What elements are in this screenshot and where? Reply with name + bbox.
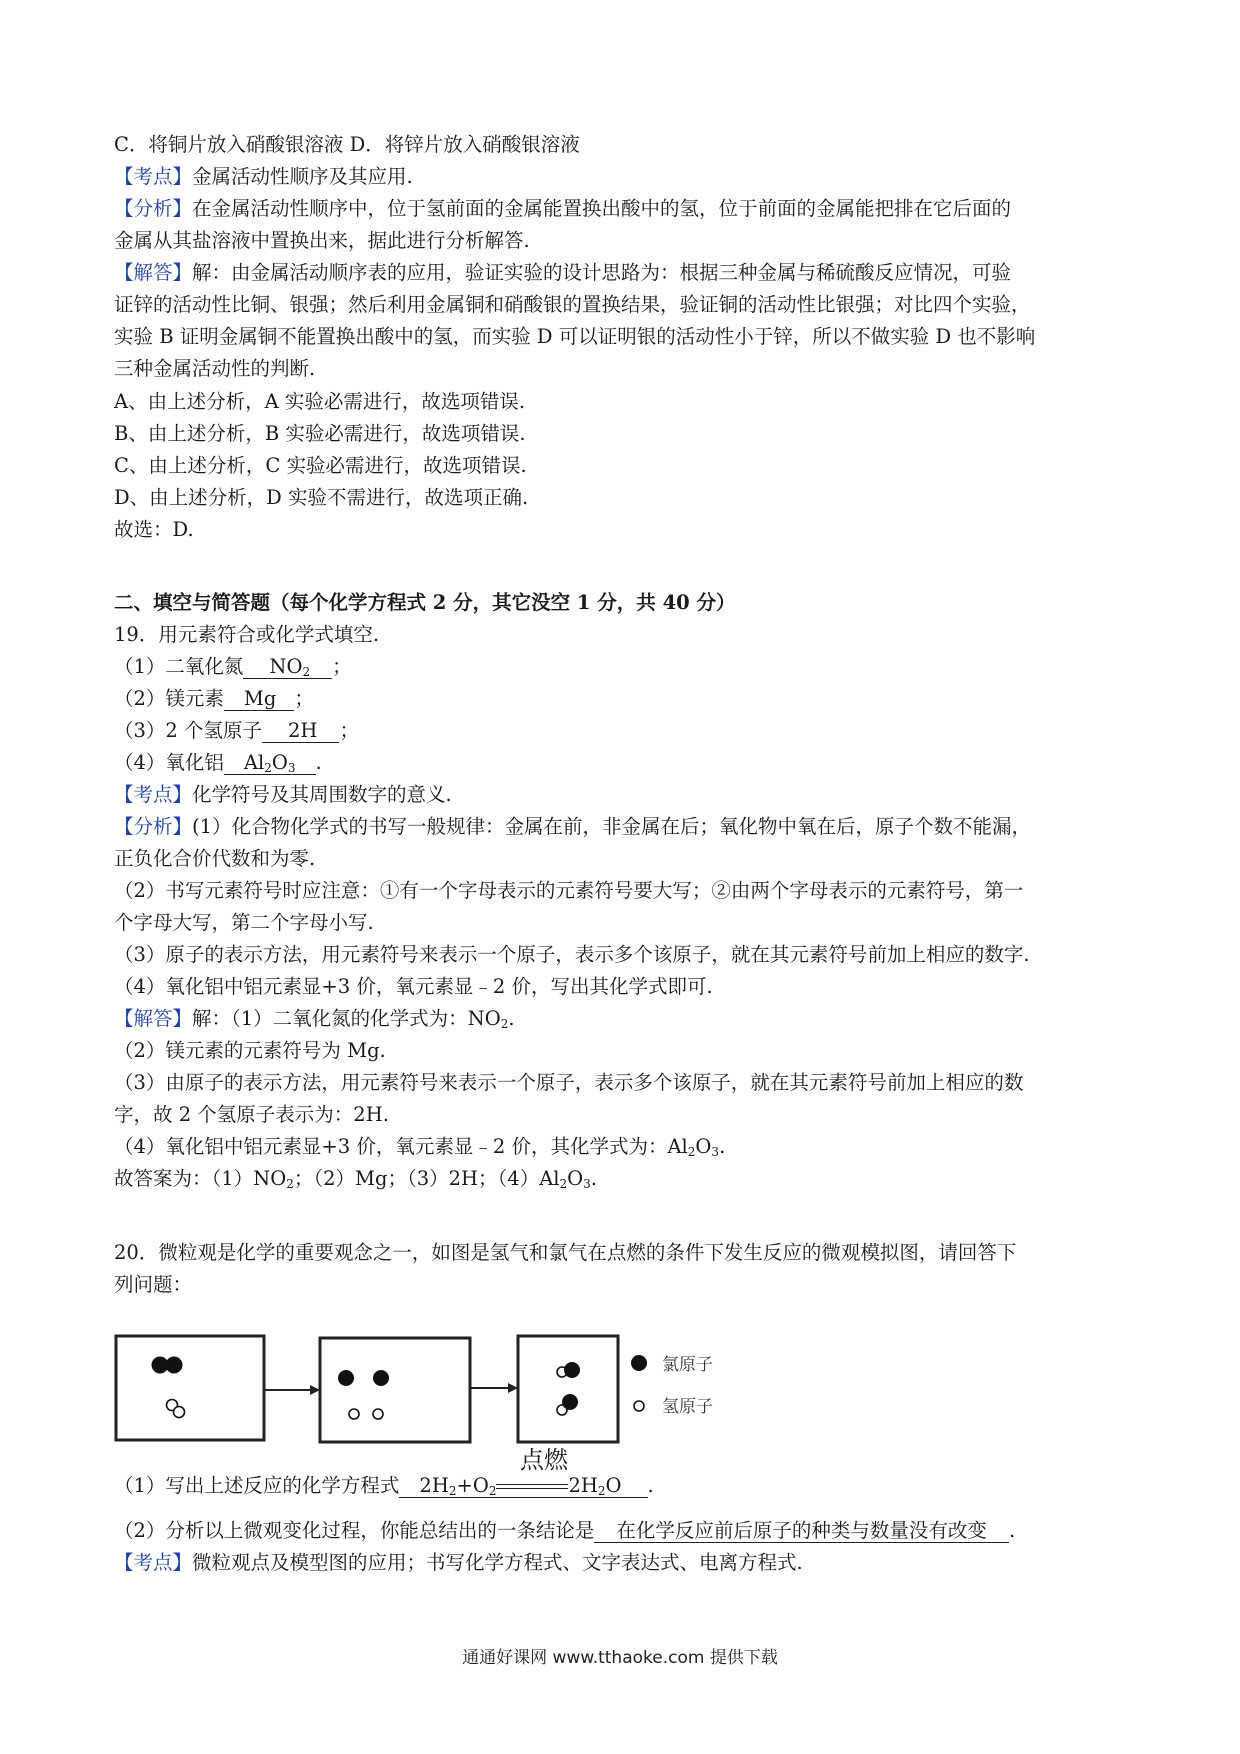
punct: ； — [332, 655, 352, 678]
legend-cl-symbol — [631, 1355, 647, 1371]
subscript: 2 — [559, 1177, 568, 1191]
subscript: 2 — [448, 1484, 457, 1498]
answer-blank — [594, 1520, 1009, 1543]
option-c-line: C、由上述分析，C 实验必需进行，故选项错误. — [114, 454, 527, 477]
cl-atom — [562, 1394, 578, 1410]
kaodian-line — [114, 164, 413, 190]
kaodian-tag: 【考点】 — [114, 165, 193, 188]
legend-h-symbol — [634, 1401, 644, 1411]
answer-text: Mg — [243, 687, 277, 710]
final-text: O — [567, 1167, 584, 1190]
part-label: （2）分析以上微观变化过程，你能总结出的一条结论是 — [114, 1519, 595, 1542]
double-line-top — [496, 1484, 568, 1485]
box-reactants-2 — [320, 1338, 470, 1442]
punct: . — [719, 1135, 726, 1158]
jieda-text: 解：（1）二氧化氮的化学式为：NO — [192, 1007, 501, 1030]
part-label: （1）写出上述反应的化学方程式 — [114, 1474, 400, 1497]
q19-jieda-3: （3）由原子的表示方法，用元素符号来表示一个原子，表示多个该原子，就在其元素符号前加上相应的数 — [114, 1071, 1024, 1094]
q19-jieda-2: （2）镁元素的元素符号为 Mg. — [114, 1039, 386, 1062]
part-label: （4）氧化铝 — [114, 751, 224, 774]
fenxi-text: (1）化合物化学式的书写一般规律：金属在前，非金属在后；氧化物中氧在后，原子个数不能漏， — [192, 815, 1032, 838]
options-line: C．将铜片放入硝酸银溶液 D．将锌片放入硝酸银溶液 — [114, 133, 580, 156]
option-b-line: B、由上述分析，B 实验必需进行，故选项错误. — [114, 422, 526, 445]
part-label: （1）二氧化氮 — [114, 655, 244, 678]
answer-text: O — [271, 751, 288, 774]
subscript: 2 — [302, 665, 311, 679]
cl-atom — [564, 1362, 580, 1378]
h-atom — [349, 1409, 359, 1419]
answer-blank — [224, 752, 316, 775]
answer-text: NO — [269, 655, 303, 678]
kaodian-text: 化学符号及其周围数字的意义. — [192, 783, 452, 806]
jieda-text: O — [695, 1135, 712, 1158]
option-d-line: D、由上述分析，D 实验不需进行，故选项正确. — [114, 486, 529, 509]
jieda-line — [114, 260, 1011, 286]
box-reactants-1 — [116, 1336, 264, 1440]
q19-part3 — [114, 718, 359, 744]
q19-jieda-5 — [114, 1134, 725, 1160]
subscript: 3 — [583, 1177, 591, 1191]
answer-text: Al — [243, 751, 265, 774]
punct: . — [647, 1474, 654, 1497]
subscript: 3 — [287, 761, 296, 775]
q20-stem: 20．微粒观是化学的重要观念之一，如图是氢气和氯气在点燃的条件下发生反应的微观模拟图，请回答下 — [114, 1241, 1017, 1264]
fenxi-line — [114, 196, 1011, 222]
jieda-line-2: 证锌的活动性比铜、银强；然后利用金属铜和硝酸银的置换结果，验证铜的活动性比银强；对比四个实验， — [114, 293, 1031, 316]
punct: . — [1008, 1519, 1016, 1542]
fenxi-line-2: 金属从其盐溶液中置换出来，据此进行分析解答. — [114, 229, 530, 252]
equation-blank — [399, 1475, 647, 1498]
eq-text: 2H — [419, 1474, 449, 1497]
punct: ； — [294, 687, 314, 710]
punct: . — [508, 1007, 515, 1030]
subscript: 2 — [264, 761, 272, 775]
condition-label: 点燃 — [520, 1446, 568, 1474]
jieda-tag: 【解答】 — [114, 261, 193, 284]
reaction-diagram — [114, 1330, 744, 1448]
q19-stem: 19．用元素符合或化学式填空. — [114, 623, 380, 646]
answer-blank — [243, 656, 332, 679]
cl-atom — [338, 1370, 354, 1386]
kaodian-text: 微粒观点及模型图的应用；书写化学方程式、文字表达式、电离方程式. — [192, 1551, 803, 1574]
punct: ； — [339, 719, 359, 742]
eq-text: O — [605, 1474, 622, 1497]
q19-fenxi-2: 正负化合价代数和为零. — [114, 847, 316, 870]
kaodian-tag: 【考点】 — [114, 1551, 193, 1574]
subscript: 2 — [286, 1177, 294, 1191]
q19-part1 — [114, 654, 352, 680]
legend-cl-label: 氯原子 — [662, 1355, 713, 1375]
h-atom — [373, 1409, 383, 1419]
answer-blank — [224, 688, 294, 711]
kaodian-tag: 【考点】 — [114, 783, 193, 806]
punct: . — [315, 751, 322, 774]
jieda-tag: 【解答】 — [114, 1007, 193, 1030]
q19-fenxi-3: （2）书写元素符号时应注意：①有一个字母表示的元素符号要大写；②由两个字母表示的元素符号，第一 — [114, 879, 1024, 902]
part-label: （3）2 个氢原子 — [114, 719, 263, 742]
eq-text: 2H — [568, 1474, 598, 1497]
subscript: 2 — [488, 1484, 497, 1498]
eq-text: +O — [456, 1474, 489, 1497]
jieda-text: （4）氧化铝中铝元素显+3 价，氧元素显﹣2 价，其化学式为：Al — [114, 1135, 688, 1158]
answer-line: 故选：D. — [114, 518, 194, 541]
answer-text: 在化学反应前后原子的种类与数量没有改变 — [616, 1519, 987, 1542]
q20-part2 — [114, 1518, 1015, 1544]
reaction-arrow — [496, 1484, 568, 1489]
q19-fenxi-4: 个字母大写，第二个字母小写. — [114, 911, 374, 934]
jieda-line-3: 实验 B 证明金属铜不能置换出酸中的氢，而实验 D 可以证明银的活动性小于锌，所以不做实验 D 也不影响 — [114, 325, 1036, 348]
answer-text: 2H — [288, 719, 318, 742]
jieda-text: 解：由金属活动顺序表的应用，验证实验的设计思路为：根据三种金属与稀硫酸反应情况，可验 — [192, 261, 1012, 284]
final-text: 故答案为：（1）NO — [114, 1167, 287, 1190]
kaodian-text: 金属活动性顺序及其应用. — [192, 165, 413, 188]
page-footer: 通通好课网 www.tthaoke.com 提供下载 — [462, 1648, 778, 1668]
part-label: （2）镁元素 — [114, 687, 224, 710]
answer-blank — [262, 720, 339, 743]
fenxi-tag: 【分析】 — [114, 197, 193, 220]
q19-fenxi-5: （3）原子的表示方法，用元素符号来表示一个原子，表示多个该原子，就在其元素符号前加上相应的数字. — [114, 943, 1030, 966]
box-products — [518, 1336, 618, 1442]
cl-atom — [373, 1370, 389, 1386]
legend-h-label: 氢原子 — [662, 1397, 713, 1417]
h-atom — [174, 1407, 185, 1418]
q19-fenxi-6: （4）氧化铝中铝元素显+3 价，氧元素显﹣2 价，写出其化学式即可. — [114, 975, 713, 998]
subscript: 2 — [500, 1017, 509, 1031]
q19-part4 — [114, 750, 322, 776]
final-text: ；（2）Mg；（3）2H；（4）Al — [293, 1167, 560, 1190]
q20-kaodian — [114, 1550, 803, 1576]
cl-atom — [166, 1357, 183, 1374]
option-a-line: A、由上述分析，A 实验必需进行，故选项错误. — [114, 390, 526, 413]
q20-stem-2: 列问题： — [114, 1273, 193, 1296]
punct: . — [590, 1167, 597, 1190]
q19-jieda-4: 字，故 2 个氢原子表示为：2H. — [114, 1103, 389, 1126]
fenxi-text: 在金属活动性顺序中，位于氢前面的金属能置换出酸中的氢，位于前面的金属能把排在它后面的 — [192, 197, 1012, 220]
q19-part2 — [114, 686, 314, 712]
subscript: 2 — [597, 1484, 606, 1498]
q20-part1 — [114, 1473, 654, 1499]
q19-fenxi — [114, 814, 1031, 840]
subscript: 2 — [687, 1145, 696, 1159]
q19-jieda — [114, 1006, 515, 1032]
jieda-line-4: 三种金属活动性的判断. — [114, 357, 316, 380]
q19-final — [114, 1166, 597, 1192]
q19-kaodian — [114, 782, 452, 808]
double-line-bottom — [496, 1488, 568, 1489]
section-title: 二、填空与简答题（每个化学方程式 2 分，其它没空 1 分，共 40 分） — [114, 591, 736, 614]
fenxi-tag: 【分析】 — [114, 815, 193, 838]
subscript: 3 — [711, 1145, 720, 1159]
